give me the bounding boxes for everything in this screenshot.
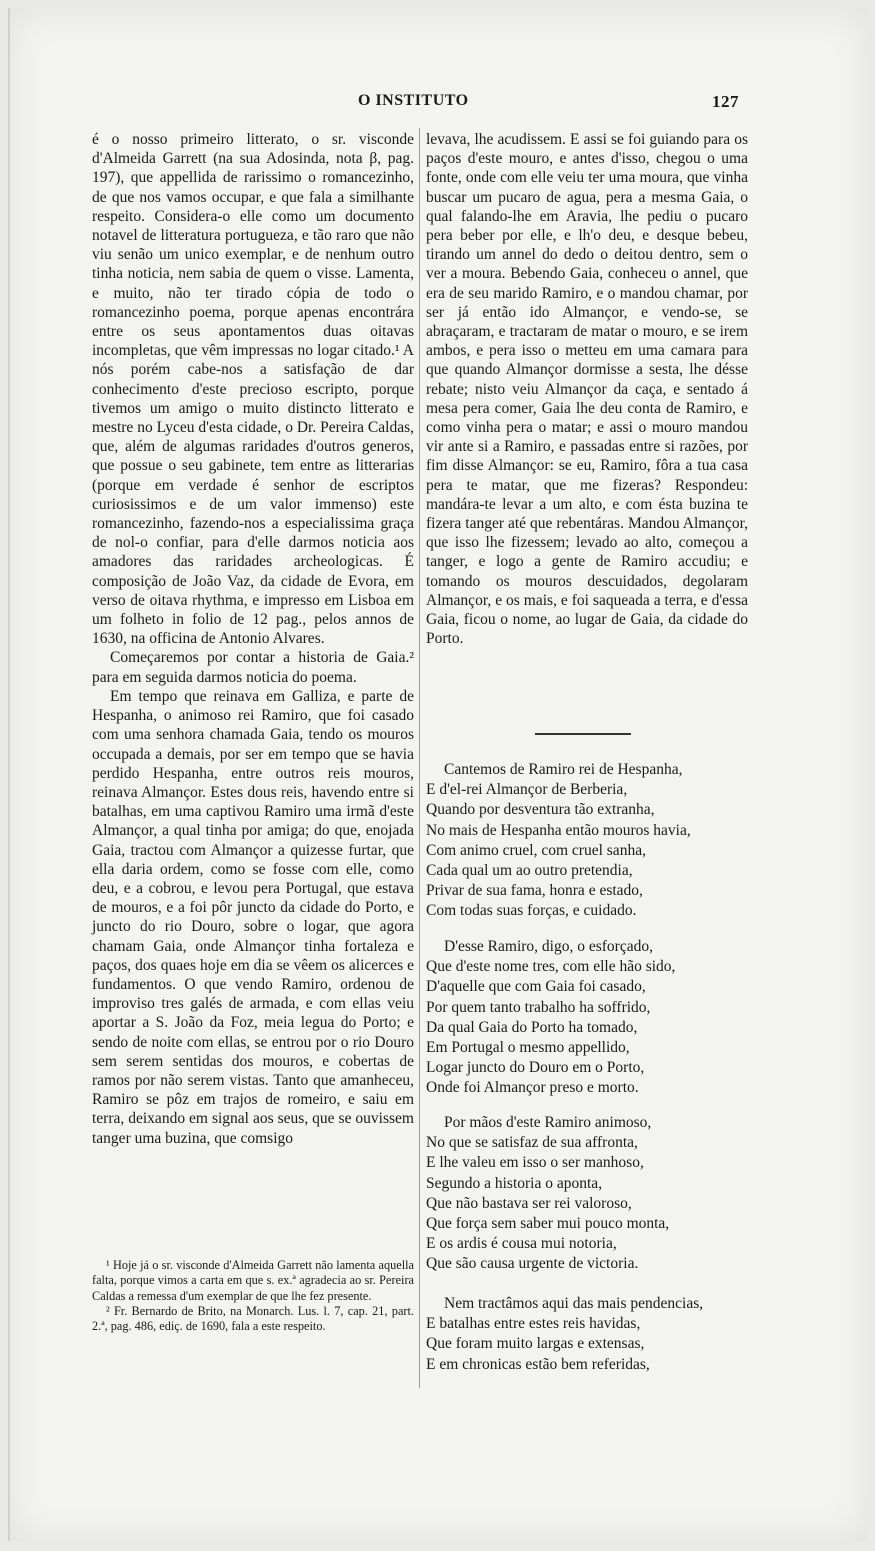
poem-stanza — [426, 1113, 756, 1275]
verse-line: Logar juncto do Douro em o Porto, — [426, 1059, 645, 1077]
paragraph: é o nosso primeiro litterato, o sr. visconde d'Almeida Garrett (na sua Adosinda, nota β, pag. 197), que appellida de rarissimo o romancezinho, de que nos vamos occupar, e que fala a similhante respeito. Considera-o elle como um documento notavel de litteratura portugueza, e tão raro que não viu senão um unico exemplar, e de nenhum outro tinha noticia, nem sabia de quem o visse. Lamenta, e muito, não ter tirado cópia de todo o romancezinho poema, porque apenas encontrára entre os seus apontamentos duas oitavas incompletas, que vêm impressas no logar citado.¹ A nós porém cabe-nos a satisfação de dar conhecimento d'este precioso escripto, porque tivemos um amigo o muito distincto litterato e mestre no Lyceu d'esta cidade, o Dr. Pereira Caldas, que, além de algumas raridades d'outros generos, que possue o seu gabinete, tem entre as litterarias (porque em verdade é senhor de escriptos curiosissimos e de um valor immenso) este romancezinho, fazendo-nos a especialissima graça de nol-o confiar, para d'elle darmos noticia aos amadores das raridades archeologicas. É composição de João Vaz, da cidade de Evora, em verso de oitava rhythma, e impresso em Lisboa em um folheto in folio de 12 pag., pelos annos de 1630, na officina de Antonio Alvares. — [92, 131, 414, 648]
poem-stanza — [426, 760, 756, 922]
verse-line: Que foram muito largas e extensas, — [426, 1335, 645, 1353]
verse-line: Por quem tanto trabalho ha soffrido, — [426, 998, 651, 1016]
verse-line: E em chronicas estão bem referidas, — [426, 1355, 650, 1373]
verse-line: Da qual Gaia do Porto ha tomado, — [426, 1018, 638, 1036]
verse-line: D'aquelle que com Gaia foi casado, — [426, 978, 646, 996]
journal-title: O INSTITUTO — [358, 92, 469, 109]
verse-line: Com todas suas forças, e cuidado. — [426, 902, 637, 920]
verse-line: E d'el-rei Almançor de Berberia, — [426, 781, 628, 799]
verse-line: Privar de sua fama, honra e estado, — [426, 882, 643, 900]
verse-line: Que d'este nome tres, com elle hão sido, — [426, 958, 676, 976]
verse-line: Que força sem saber mui pouco monta, — [426, 1215, 670, 1233]
page-header — [0, 92, 875, 112]
section-ornament-rule — [535, 733, 631, 735]
verse-line: Com animo cruel, com cruel sanha, — [426, 841, 646, 859]
verse-line: Cantemos de Ramiro rei de Hespanha, — [444, 761, 683, 778]
verse-line: D'esse Ramiro, digo, o esforçado, — [444, 938, 653, 955]
verse-line: E os ardis é cousa mui notoria, — [426, 1235, 617, 1253]
paragraph: Começaremos por contar a historia de Gaia.² para em seguida darmos noticia do poema. — [92, 649, 414, 686]
footnote: ² Fr. Bernardo de Brito, na Monarch. Lus. l. 7, cap. 21, part. 2.ª, pag. 486, ediç. de 1690, fala a este respeito. — [92, 1303, 414, 1334]
verse-line: E lhe valeu em isso o ser manhoso, — [426, 1154, 644, 1172]
paragraph: Em tempo que reinava em Galliza, e parte de Hespanha, o animoso rei Ramiro, que foi casado com uma senhora chamada Gaia, tendo os mouros occupada a demais, por ser em tempo que se havia perdido Hespanha, entre outros reis mouros, reinava Almançor. Estes dous reis, havendo entre si batalhas, em uma captivou Ramiro uma irmã d'este Almançor, a qual tinha por amiga; do que, enojada Gaia, tractou com Almançor a quizesse furtar, que ella daria ordem, como se fosse com elle, como deu, e a cobrou, e levou pera Portugal, que estava de mouros, e a foi pôr juncto da cidade do Porto, e juncto do rio Douro, sobre o logar, que agora chamam Gaia, onde Almançor tinha fortaleza e paços, dos quaes hoje em dia se vêem os alicerces e fundamentos. O que vendo Ramiro, ordenou de improviso tres galés de armada, e com ellas veiu aportar a S. João da Foz, meia legua do Porto; e sendo de noite com ellas, se entrou por o rio Douro sem serem sentidas dos mouros, e cobertas de ramos por não serem vistas. Tanto que amanheceu, Ramiro se pôz em trajos de romeiro, e saiu em terra, deixando em signal aos seus, que se ouvissem tanger uma buzina, que comsigo — [92, 687, 414, 1147]
verse-line: Nem tractâmos aqui das mais pendencias, — [444, 1295, 704, 1312]
verse-line: No mais de Hespanha então mouros havia, — [426, 821, 691, 839]
verse-line: No que se satisfaz de sua affronta, — [426, 1134, 638, 1152]
right-column — [426, 130, 748, 648]
verse-line: Que não bastava ser rei valoroso, — [426, 1194, 632, 1212]
page-number: 127 — [712, 92, 739, 111]
footnotes — [92, 1258, 414, 1334]
verse-line: Segundo a historia o aponta, — [426, 1174, 603, 1192]
verse-line: Cada qual um ao outro pretendia, — [426, 862, 633, 880]
verse-line: Onde foi Almançor preso e morto. — [426, 1079, 639, 1097]
verse-line: Em Portugal o mesmo appellido, — [426, 1039, 630, 1057]
poem-stanza — [426, 1294, 756, 1375]
column-divider — [419, 128, 420, 1388]
verse-line: Quando por desventura tão extranha, — [426, 801, 655, 819]
verse-line: Que são causa urgente de victoria. — [426, 1255, 639, 1273]
poem-stanza — [426, 937, 756, 1099]
verse-line: Por mãos d'este Ramiro animoso, — [444, 1114, 652, 1131]
paragraph: levava, lhe acudissem. E assi se foi guiando para os paços d'este mouro, e antes d'isso, chegou o uma fonte, onde com elle veiu ter uma moura, que vinha buscar um pucaro de agua, pera a mesma Gaia, o qual falando-lhe em Aravia, lhe pediu o pucaro pera beber por elle, e lh'o deu, e desque bebeu, tirando um annel do dedo o deitou dentro, sem o ver a moura. Bebendo Gaia, conheceu o annel, que era de seu marido Ramiro, e o mandou chamar, por ser já então ido Almançor, e vendo-se, se abraçaram, e tractaram de matar o mouro, e se irem ambos, e pera isso o metteu em uma camara para que quando Almançor dormisse a sesta, lhe désse rebate; nisto veiu Almançor da caça, e sentado á mesa pera comer, Gaia lhe deu conta de Ramiro, e como vinha pera o matar; e assi o mouro mandou vir ante si a Ramiro, e passadas entre si razões, por fim disse Almançor: se eu, Ramiro, fôra a tua casa pera te matar, que me fizeras? Respondeu: mandára-te levar a um alto, e com ésta buzina te fizera tanger até que rebentáras. Mandou Almançor, que isso lhe fizessem; levado ao alto, começou a tanger, e logo a gente de Ramiro accudiu; e tomando os mouros descuidados, degolaram Almançor, e os mais, e foi saqueada a terra, e d'essa Gaia, ficou o nome, ao lugar de Gaia, da cidade do Porto. — [426, 131, 748, 648]
left-column — [92, 130, 414, 1148]
footnote: ¹ Hoje já o sr. visconde d'Almeida Garrett não lamenta aquella falta, porque vimos a carta em que s. ex.ª agradecia ao sr. Pereira Caldas a remessa d'um exemplar de que lhe fez presente. — [92, 1258, 414, 1303]
verse-line: E batalhas entre estes reis havidas, — [426, 1315, 641, 1333]
